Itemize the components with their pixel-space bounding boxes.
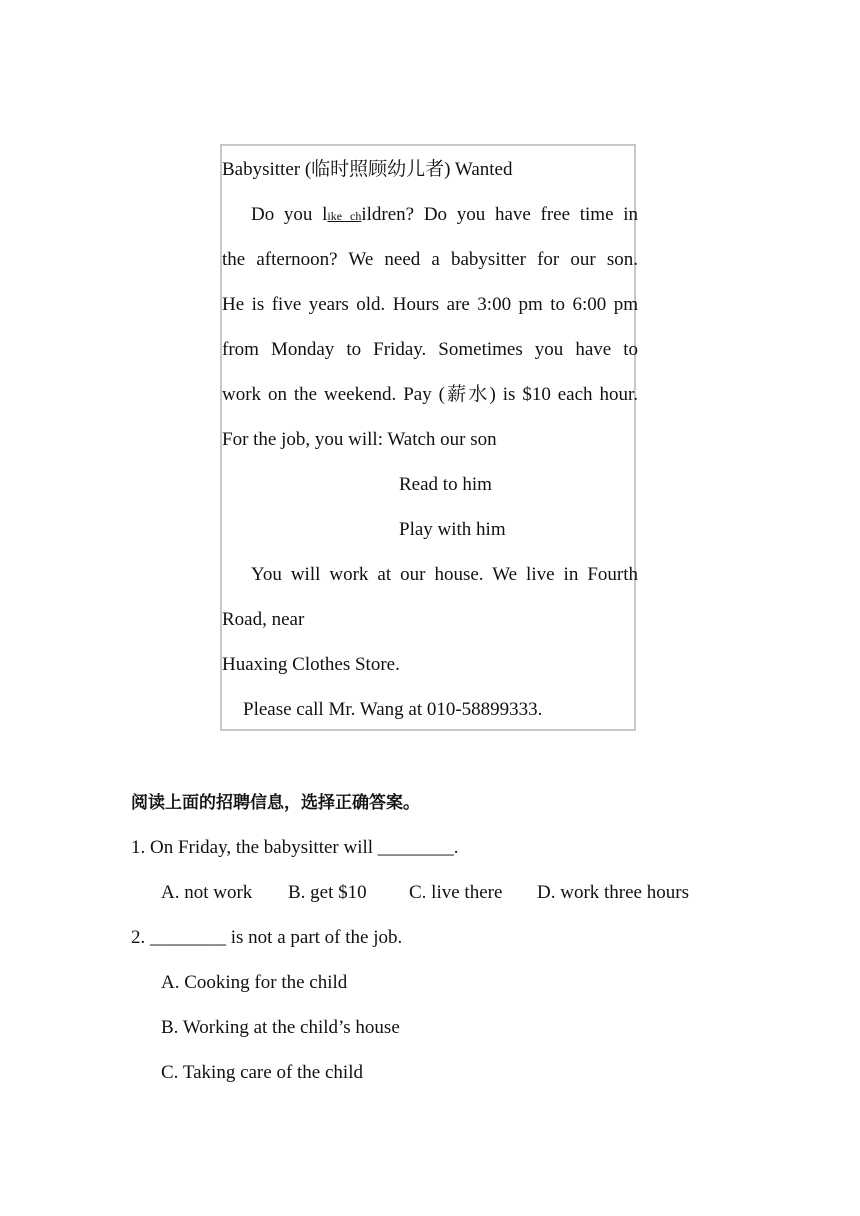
ad-paragraph-line: You will work at our house. We live in Fourth <box>251 564 638 585</box>
ad-duty-item: Read to him <box>399 474 492 495</box>
ad-text-span: Do you l <box>251 204 328 225</box>
underlined-text: ike ch <box>327 209 362 223</box>
ad-paragraph-line <box>222 203 638 228</box>
answer-option[interactable]: C. live there <box>409 882 503 903</box>
ad-paragraph-line: the afternoon? We need a babysitter for our son. <box>222 249 638 270</box>
answer-option[interactable]: B. get $10 <box>288 882 367 903</box>
answer-option[interactable]: A. Cooking for the child <box>161 972 348 993</box>
answer-option[interactable]: A. not work <box>161 882 253 903</box>
ad-paragraph-line: He is five years old. Hours are 3:00 pm to 6:00 pm <box>222 294 638 315</box>
ad-duties-intro: For the job, you will: Watch our son <box>222 429 497 450</box>
answer-option[interactable]: D. work three hours <box>537 882 689 903</box>
ad-paragraph-line: Huaxing Clothes Store. <box>222 654 400 675</box>
question-stem: 2. ________ is not a part of the job. <box>131 927 403 948</box>
question-options-row <box>161 881 689 905</box>
ad-paragraph-line: from Monday to Friday. Sometimes you have to <box>222 339 638 360</box>
ad-contact: Please call Mr. Wang at 010-58899333. <box>243 699 543 720</box>
question-stem: 1. On Friday, the babysitter will ________. <box>131 837 459 858</box>
ad-title: Babysitter (临时照顾幼儿者) Wanted <box>222 159 513 180</box>
job-ad-box <box>220 144 636 731</box>
instruction-heading: 阅读上面的招聘信息，选择正确答案。 <box>131 793 420 813</box>
answer-option[interactable]: C. Taking care of the child <box>161 1062 363 1083</box>
ad-paragraph-line: Road, near <box>222 609 305 630</box>
ad-paragraph-line: work on the weekend. Pay (薪水) is $10 each hour. <box>222 384 638 405</box>
answer-option[interactable]: B. Working at the child’s house <box>161 1017 400 1038</box>
ad-duty-item: Play with him <box>399 519 506 540</box>
ad-text-span: ildren? Do you have free time in <box>361 204 638 225</box>
